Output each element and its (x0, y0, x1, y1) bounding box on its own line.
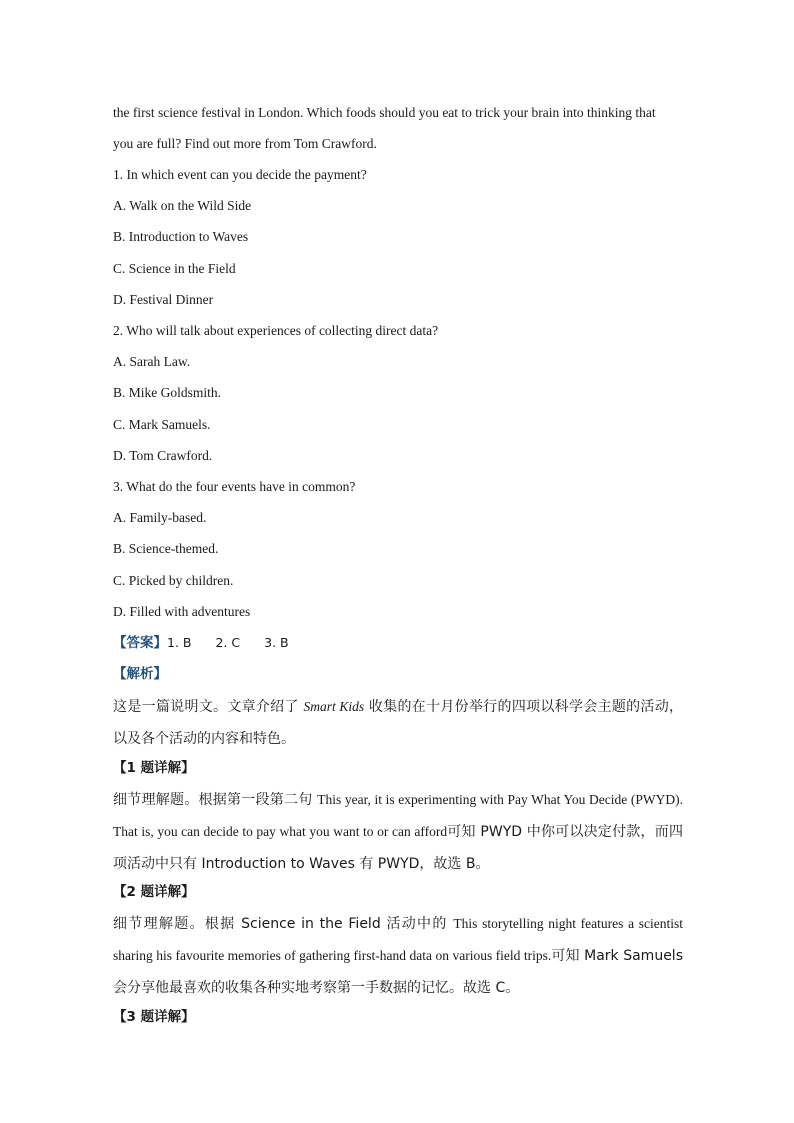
detail-1-quote: This year, it is experimenting with Pay What You Decide (PWYD). That is, you can decide to pay what you want to or can afford (113, 792, 683, 839)
analysis-label-line (113, 665, 167, 683)
question-2-option-c: C. Mark Samuels. (113, 417, 211, 432)
question-3-option-c: C. Picked by children. (113, 573, 234, 588)
question-3-option-d: D. Filled with adventures (113, 604, 251, 619)
question-2-option-b: B. Mike Goldsmith. (113, 385, 222, 400)
answer-item-3: 3. B (264, 635, 289, 650)
question-2-option-d: D. Tom Crawford. (113, 448, 213, 463)
question-3-option-a: A. Family-based. (113, 510, 207, 525)
answer-line (113, 634, 289, 652)
question-2-option-a: A. Sarah Law. (113, 354, 191, 369)
answer-item-1: 1. B (167, 635, 192, 650)
question-3-stem: 3. What do the four events have in common? (113, 479, 356, 494)
question-1-option-a: A. Walk on the Wild Side (113, 198, 252, 213)
question-1-option-d: D. Festival Dinner (113, 292, 214, 307)
detail-2-text: 细节理解题。根据 Science in the Field 活动中的 This storytelling night features a scientist sharing his favourite memories of gathering first-hand data on various field trips.可知 Mark Samuels 会分享他最喜欢的收集各种实地考察第一手数据的记忆。故选 C。 (113, 916, 683, 996)
intro-line-1: the first science festival in London. Which foods should you eat to trick your brain into thinking that (113, 105, 656, 120)
detail-3-heading-line (113, 1008, 195, 1026)
detail-2-heading: 【2 题详解】 (113, 884, 195, 900)
detail-2-quote: This storytelling night features a scientist sharing his favourite memories of gathering first-hand data on various field trips. (113, 916, 683, 963)
detail-2-heading-line (113, 883, 195, 901)
answer-item-2: 2. C (215, 635, 241, 650)
detail-1-heading-line (113, 759, 195, 777)
detail-1-heading: 【1 题详解】 (113, 760, 195, 776)
intro-line-2: you are full? Find out more from Tom Crawford. (113, 136, 377, 151)
analysis-label: 【解析】 (113, 666, 167, 682)
question-1-stem: 1. In which event can you decide the payment? (113, 167, 367, 182)
detail-3-heading: 【3 题详解】 (113, 1009, 195, 1025)
analysis-summary: 这是一篇说明文。文章介绍了 Smart Kids 收集的在十月份举行的四项以科学会主题的活动，以及各个活动的内容和特色。 (113, 699, 684, 747)
smart-kids-title: Smart Kids (303, 699, 365, 714)
question-2-stem: 2. Who will talk about experiences of collecting direct data? (113, 323, 439, 338)
question-1-option-c: C. Science in the Field (113, 261, 236, 276)
question-3-option-b: B. Science-themed. (113, 541, 219, 556)
detail-1-text: 细节理解题。根据第一段第二句 This year, it is experimenting with Pay What You Decide (PWYD). That is, you can decide to pay what you want to or can afford可知 PWYD 中你可以决定付款，而四项活动中只有 Introduction to Waves 有 PWYD，故选 B。 (113, 792, 683, 872)
question-1-option-b: B. Introduction to Waves (113, 229, 249, 244)
answer-label: 【答案】 (113, 635, 167, 651)
